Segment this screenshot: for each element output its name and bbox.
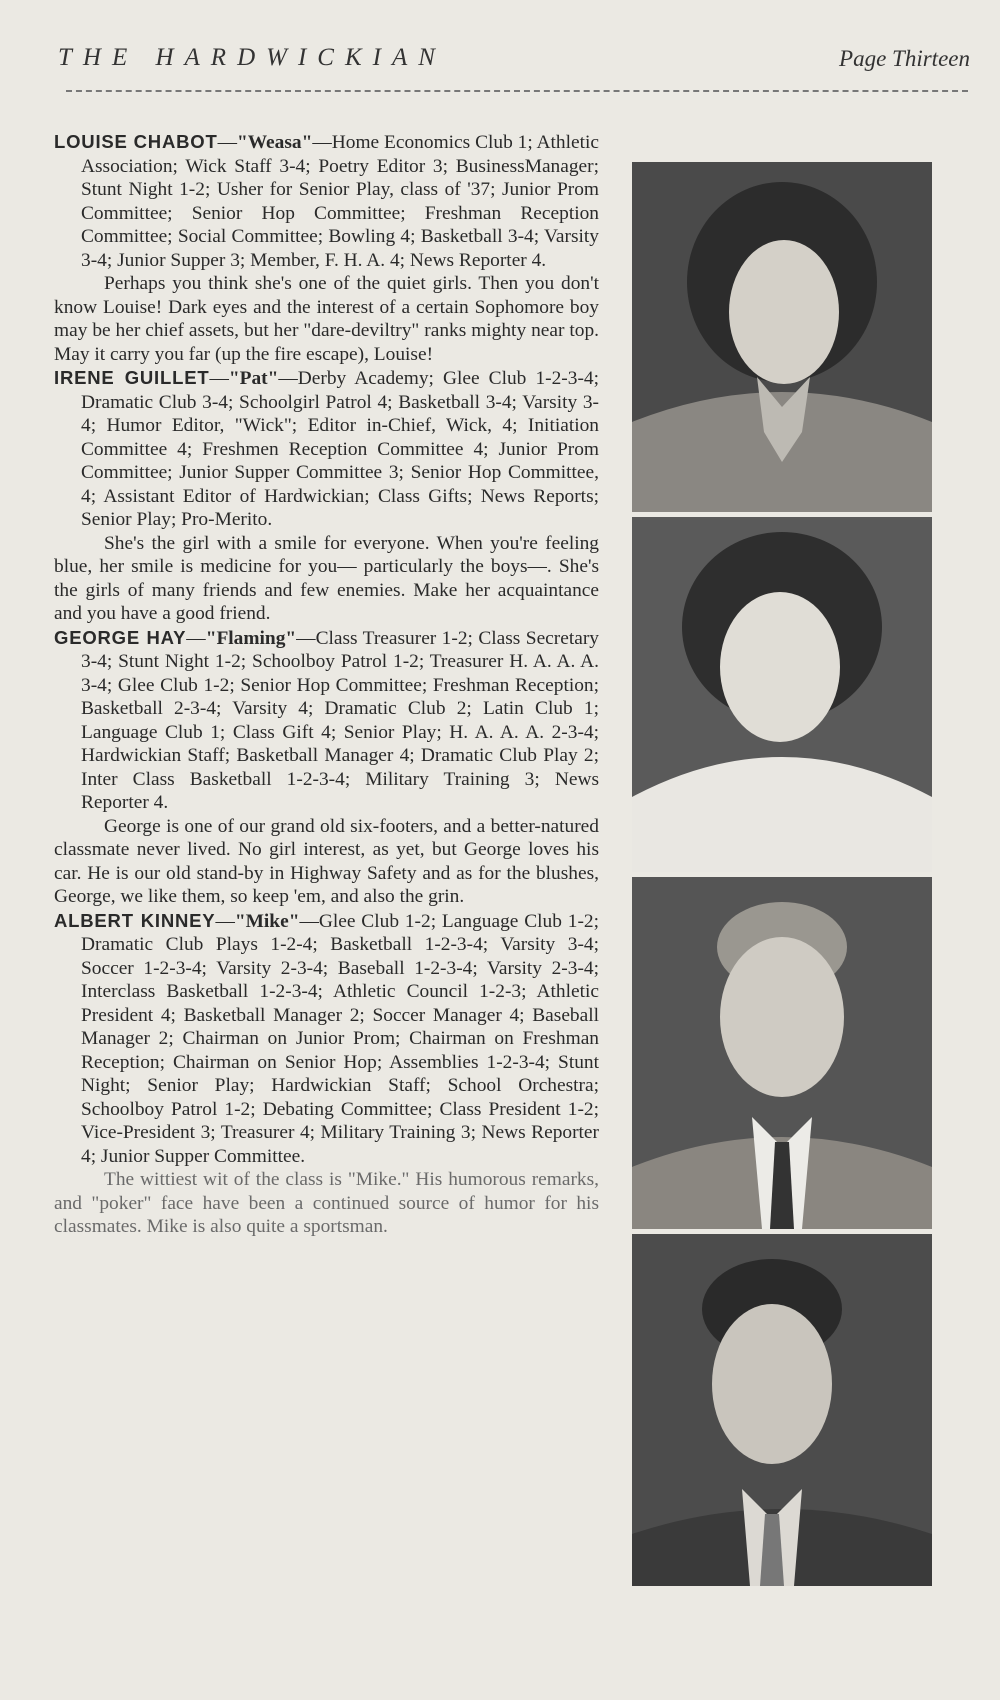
senior-entries: [54, 130, 599, 1239]
senior-entry-irene: [54, 366, 599, 626]
page-number: Page Thirteen: [839, 46, 970, 71]
portrait-photo: [632, 1234, 932, 1586]
senior-nickname: "Weasa": [236, 132, 313, 153]
portrait-strip: [632, 162, 938, 1591]
senior-blurb: Perhaps you think she's one of the quiet girls. Then you don't know Louise! Dark eyes and the interest of a certain Sophomore boy may be her chief assets, but her "dare-deviltry" ranks mighty near top. May it carry you far (up the fire escape), Louise!: [54, 273, 599, 365]
portrait-photo: [632, 877, 932, 1229]
activity-list: Home Economics Club 1; Athletic Association; Wick Staff 3-4; Poetry Editor 3; BusinessManager; Stunt Night 1-2; Usher for Senior Play, class of '37; Junior Prom Committee; Senior Hop Committee; Freshman Reception Committee; Social Committee; Bowling 4; Basketball 3-4; Varsity 3-4; Junior Supper 3; Member, F. H. A. 4; News Reporter 4.: [81, 132, 600, 271]
senior-blurb: She's the girl with a smile for everyone. When you're feeling blue, her smile is medicine for you— particularly the boys—. She's the girls of many friends and few enemies. Make her acquaintance and you have a good friend.: [54, 532, 599, 624]
header-divider: [66, 90, 968, 92]
senior-name: LOUISE CHABOT: [54, 131, 218, 152]
activity-list: Derby Academy; Glee Club 1-2-3-4; Dramatic Club 3-4; Schoolgirl Patrol 4; Basketball 3-4; Varsity 3-4; Humor Editor, "Wick"; Editor in-Chief, Wick, 4; Initiation Committee 4; Freshmen Reception Committee 4; Junior Prom Committee; Junior Supper Committee 3; Senior Hop Committee, 4; Assistant Editor of Hardwickian; Class Gifts; News Reports; Senior Play; Pro-Merito.: [81, 368, 599, 530]
senior-entry-george: [54, 626, 599, 909]
entry-activities: LOUISE CHABOT—"Weasa"—Home Economics Club 1; Athletic Association; Wick Staff 3-4; Poetry Editor 3; BusinessManager; Stunt Night 1-2; Usher for Senior Play, class of '37; Junior Prom Committee; Senior Hop Committee; Freshman Reception Committee; Social Committee; Bowling 4; Basketball 3-4; Varsity 3-4; Junior Supper 3; Member, F. H. A. 4; News Reporter 4.: [54, 131, 600, 271]
senior-nickname: "Flaming": [205, 627, 297, 649]
entry-activities: IRENE GUILLET—"Pat"—Derby Academy; Glee Club 1-2-3-4; Dramatic Club 3-4; Schoolgirl Patrol 4; Basketball 3-4; Varsity 3-4; Humor Editor, "Wick"; Editor in-Chief, Wick, 4; Initiation Committee 4; Freshmen Reception Committee 4; Junior Prom Committee; Junior Supper Committee 3; Senior Hop Committee, 4; Assistant Editor of Hardwickian; Class Gifts; News Reports; Senior Play; Pro-Merito.: [54, 367, 599, 530]
page-header: [58, 44, 970, 84]
entry-activities: GEORGE HAY—"Flaming"—Class Treasurer 1-2; Class Secretary 3-4; Stunt Night 1-2; Schoolboy Patrol 1-2; Treasurer H. A. A. A. 3-4; Glee Club 1-2; Senior Hop Committee; Freshman Reception; Basketball 2-3-4; Varsity 4; Dramatic Club 2; Latin Club 1; Language Club 1; Class Gift 4; Senior Play; H. A. A. A. 2-3-4; Hardwickian Staff; Basketball Manager 4; Dramatic Club Play 2; Inter Class Basketball 1-2-3-4; Military Training 3; News Reporter 4.: [54, 626, 599, 813]
senior-entry-louise: [54, 130, 599, 366]
activity-list: Glee Club 1-2; Language Club 1-2; Dramatic Club Plays 1-2-4; Basketball 1-2-3-4; Varsity 3-4; Soccer 1-2-3-4; Varsity 2-3-4; Baseball 1-2-3-4; Varsity 2-3-4; Interclass Basketball 1-2-3-4; Athletic Council 1-2-3; Athletic President 4; Basketball Manager 2; Soccer Manager 4; Baseball Manager 2; Chairman on Junior Prom; Chairman on Freshman Reception; Chairman on Senior Hop; Assemblies 1-2-3-4; Stunt Night; Senior Play; Hardwickian Staff; School Orchestra; Schoolboy Patrol 1-2; Debating Committee; Class President 1-2; Vice-President 3; Treasurer 4; Military Training 3; News Reporter 4; Junior Supper Committee.: [81, 910, 599, 1167]
senior-name: GEORGE HAY: [54, 626, 187, 648]
senior-entry-albert: [54, 909, 599, 1239]
senior-name: IRENE GUILLET: [54, 367, 210, 388]
journal-title: THE HARDWICKIAN: [58, 44, 446, 71]
senior-blurb: The wittiest wit of the class is "Mike." His humorous remarks, and "poker" face have been a continued source of humor for his classmates. Mike is also quite a sportsman.: [54, 1169, 599, 1237]
senior-blurb: George is one of our grand old six-footers, and a better-natured classmate never lived. No girl interest, as yet, but George loves his car. He is our old stand-by in Highway Safety and as for the blushes, George, we like them, so keep 'em, and also the grin.: [54, 815, 599, 907]
entry-activities: ALBERT KINNEY—"Mike"—Glee Club 1-2; Language Club 1-2; Dramatic Club Plays 1-2-4; Basketball 1-2-3-4; Varsity 3-4; Soccer 1-2-3-4; Varsity 2-3-4; Baseball 1-2-3-4; Varsity 2-3-4; Interclass Basketball 1-2-3-4; Athletic Council 1-2-3; Athletic President 4; Basketball Manager 2; Soccer Manager 4; Baseball Manager 2; Chairman on Junior Prom; Chairman on Freshman Reception; Chairman on Senior Hop; Assemblies 1-2-3-4; Stunt Night; Senior Play; Hardwickian Staff; School Orchestra; Schoolboy Patrol 1-2; Debating Committee; Class President 1-2; Vice-President 3; Treasurer 4; Military Training 3; News Reporter 4; Junior Supper Committee.: [54, 909, 599, 1167]
portrait-photo: [632, 162, 932, 512]
activity-list: Class Treasurer 1-2; Class Secretary 3-4; Stunt Night 1-2; Schoolboy Patrol 1-2; Treasurer H. A. A. A. 3-4; Glee Club 1-2; Senior Hop Committee; Freshman Reception; Basketball 2-3-4; Varsity 4; Dramatic Club 2; Latin Club 1; Language Club 1; Class Gift 4; Senior Play; H. A. A. A. 2-3-4; Hardwickian Staff; Basketball Manager 4; Dramatic Club Play 2; Inter Class Basketball 1-2-3-4; Military Training 3; News Reporter 4.: [81, 627, 599, 813]
senior-name: ALBERT KINNEY: [54, 909, 216, 931]
senior-nickname: "Pat": [228, 368, 279, 389]
portrait-photo: [632, 517, 932, 872]
senior-nickname: "Mike": [234, 910, 300, 932]
